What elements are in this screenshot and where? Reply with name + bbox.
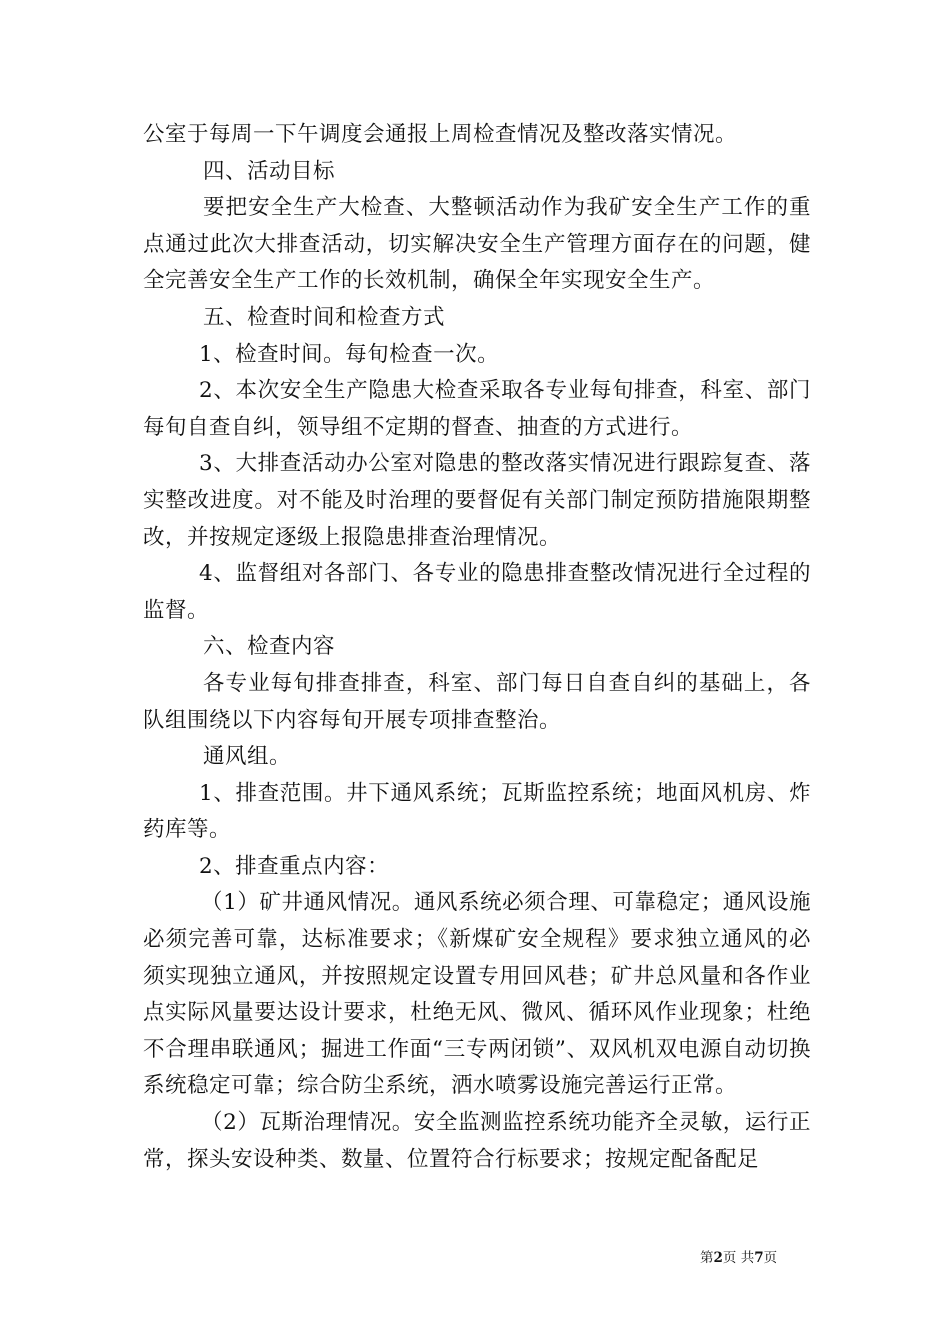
paragraph-scope: 1、排查范围。井下通风系统；瓦斯监控系统；地面风机房、炸药库等。 [143,780,811,843]
paragraph-follow-up: 3、大排查活动办公室对隐患的整改落实情况进行跟踪复查、落实整改进度。对不能及时治理的要督促有关部门制定预防措施限期整改，并按规定逐级上报隐患排查治理情况。 [143,451,811,550]
heading-ventilation-group: 通风组。 [203,744,292,770]
paragraph-continuation: 公室于每周一下午调度会通报上周检查情况及整改落实情况。 [143,122,738,147]
paragraph-activity-goal: 要把安全生产大检查、大整顿活动作为我矿安全生产工作的重点通过此次大排查活动，切实解决安全生产管理方面存在的问题，健全完善安全生产工作的长效机制，确保全年实现安全生产。 [143,195,811,294]
paragraph-supervision: 4、监督组对各部门、各专业的隐患排查整改情况进行全过程的监督。 [143,561,811,623]
heading-activity-goal: 四、活动目标 [203,158,336,184]
paragraph-gas-control: （2）瓦斯治理情况。安全监测监控系统功能齐全灵敏，运行正常，探头安设种类、数量、位置符合行标要求；按规定配备配足 [143,1110,811,1172]
footer-suffix: 页 [763,1250,778,1266]
paragraph-check-time: 1、检查时间。每旬检查一次。 [199,341,500,367]
document-body [143,117,811,1178]
paragraph-ventilation: （1）矿井通风情况。通风系统必须合理、可靠稳定；通风设施必须完善可靠，达标准要求；《新煤矿安全规程》要求独立通风的必须实现独立通风，并按照规定设置专用回风巷；矿井总风量和各作业点实际风量要达设计要求，杜绝无风、微风、循环风作业现象；杜绝不合理串联通风；掘进工作面“三专两闭锁”、双风机双电源自动切换系统稳定可靠；综合防尘系统，洒水喷雾设施完善运行正常。 [143,890,811,1099]
heading-check-content: 六、检查内容 [203,634,336,660]
heading-check-time-method: 五、检查时间和检查方式 [203,304,446,330]
footer-middle: 页 共 [722,1250,755,1266]
total-pages-number: 7 [754,1250,764,1266]
paragraph-key-content: 2、排查重点内容： [199,853,390,879]
page-number-footer [700,1246,810,1266]
paragraph-check-content: 各专业每旬排查排查，科室、部门每日自查自纠的基础上，各队组围绕以下内容每旬开展专项排查整治。 [143,670,811,733]
current-page-number: 2 [713,1250,723,1266]
footer-prefix: 第 [700,1250,714,1266]
paragraph-check-method: 2、本次安全生产隐患大检查采取各专业每旬排查，科室、部门每旬自查自纠，领导组不定期的督查、抽查的方式进行。 [143,378,811,440]
